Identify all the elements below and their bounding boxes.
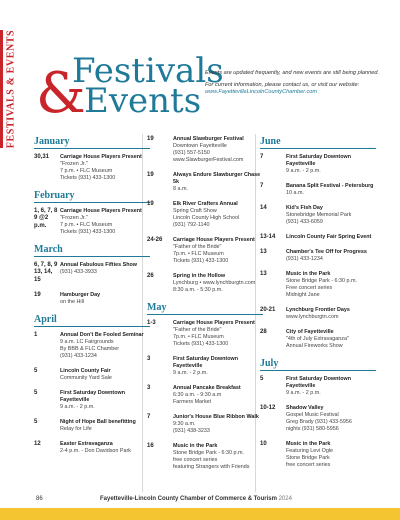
event-item xyxy=(147,136,263,164)
event-info: (931) 433-3933 xyxy=(60,269,97,275)
logo-ampersand: & xyxy=(36,61,86,126)
event-title: Music in the Park xyxy=(173,443,218,449)
event-info: Stone Bridge Park - 6:30 p.m. xyxy=(286,278,358,285)
event-info: 10 a.m. xyxy=(286,190,304,196)
event-title: Lincoln County Fair Spring Event xyxy=(286,234,372,240)
event-info: By BBB & FLC Chamber xyxy=(60,346,120,353)
event-date: 24-26 xyxy=(147,237,163,243)
intro-line-1: Events are updated frequently, and new events are still being planned. xyxy=(205,70,380,76)
event-date: 7 xyxy=(260,183,264,189)
event-info: Community Yard Sale xyxy=(60,375,112,382)
month-heading: January xyxy=(34,136,150,149)
event-date: 7 xyxy=(260,154,264,160)
event-info: 9 a.m. - 2 p.m. xyxy=(286,390,321,397)
event-title: First Saturday Downtown Fayetteville xyxy=(286,376,351,390)
event-date: 28 xyxy=(260,329,267,336)
event-details xyxy=(286,441,376,469)
month-heading: February xyxy=(34,190,150,203)
event-details xyxy=(173,356,263,377)
logo-word-festivals: Festivals xyxy=(72,51,224,91)
event-info: Tickets (931) 433-1300 xyxy=(173,341,229,347)
footer-text xyxy=(100,496,292,502)
event-details xyxy=(60,332,150,360)
event-item xyxy=(34,154,150,182)
event-details xyxy=(60,390,150,411)
event-date: 26 xyxy=(147,273,154,279)
event-title: Elk River Crafters Annual xyxy=(173,201,238,207)
event-details xyxy=(60,368,150,382)
event-info: Tickets (931) 433-1300 xyxy=(60,175,116,181)
event-date: 12 xyxy=(34,441,41,448)
event-title: Lincoln County Fair xyxy=(60,368,111,375)
event-date: 7 xyxy=(147,414,151,420)
event-info: www.SlawburgerFestival.com xyxy=(173,157,244,163)
event-item xyxy=(147,356,263,377)
event-date: 1 xyxy=(34,332,38,339)
event-title: Carriage House Players Present xyxy=(60,154,142,160)
event-details xyxy=(60,154,150,182)
event-details xyxy=(173,320,263,348)
event-title: Carriage House Players Present xyxy=(60,208,142,214)
event-title: Annual Fabulous Fifties Show xyxy=(60,262,137,268)
event-info: free concert series xyxy=(173,457,218,463)
event-title: Annual Pancake Breakfast xyxy=(173,385,241,391)
event-details xyxy=(60,292,150,306)
event-details xyxy=(173,414,263,435)
event-details xyxy=(286,271,376,299)
event-date: 1-3 xyxy=(147,320,156,326)
event-info: Stonebridge Memorial Park xyxy=(286,212,352,218)
event-date: 5 xyxy=(34,419,38,426)
event-info: Tickets (931) 433-1300 xyxy=(60,229,116,235)
event-date: 1, 6, 7, 8 9 @2 p.m. xyxy=(34,208,58,229)
event-date: 13-14 xyxy=(260,234,276,240)
month-heading: July xyxy=(260,358,376,371)
event-info: (931) 557-5150 xyxy=(173,150,210,156)
event-item xyxy=(34,262,150,284)
event-info: 2-4 p.m. - Don Davidson Park xyxy=(60,448,132,455)
event-info: (931) 792-1140 xyxy=(173,222,210,228)
event-item xyxy=(147,320,263,348)
event-date: 3 xyxy=(147,385,151,391)
event-info: "Father of the Bride" xyxy=(173,244,222,250)
event-details xyxy=(286,307,376,321)
month-heading: June xyxy=(260,136,376,149)
event-title: First Saturday Downtown Fayetteville xyxy=(60,390,125,404)
page-number: 86 xyxy=(36,496,43,502)
event-details xyxy=(173,443,263,471)
events-column-1 xyxy=(34,136,150,463)
event-date: 6, 7, 8, 9 13, 14, 15 xyxy=(34,262,58,283)
event-date: 19 xyxy=(34,292,41,299)
event-details xyxy=(286,329,376,350)
event-date: 5 xyxy=(260,376,264,383)
event-info: Annual Fireworks Show xyxy=(286,343,343,350)
event-item xyxy=(260,329,376,350)
event-info: 7p.m. • FLC Museum xyxy=(173,334,224,340)
event-title: First Saturday Downtown Fayetteville xyxy=(286,154,351,167)
event-info: 8 a.m. xyxy=(173,186,188,192)
event-title: Chamber's Tee Off for Progress xyxy=(286,249,367,256)
event-date: 10-12 xyxy=(260,405,276,412)
event-info: Featuring Levi Ogle xyxy=(286,448,334,455)
event-date: 14 xyxy=(260,205,267,211)
event-details xyxy=(60,419,150,433)
event-title: City of Fayetteville xyxy=(286,329,334,336)
event-details xyxy=(286,376,376,397)
event-item xyxy=(260,307,376,321)
event-info: Lynchburg • www.lynchburgtn.com xyxy=(173,280,256,286)
event-item xyxy=(34,292,150,306)
event-info: Gospel Music Festival xyxy=(286,412,339,419)
event-info: 7 p.m. • FLC Museum xyxy=(60,168,113,174)
event-info: 9:30 a.m. xyxy=(173,421,196,427)
event-item xyxy=(260,154,376,175)
event-title: Banana Split Festival - Petersburg xyxy=(286,183,374,189)
side-tab-label: FESTIVALS & EVENTS xyxy=(5,29,17,149)
event-info: Tickets (931) 433-1300 xyxy=(173,258,229,264)
event-date: 30,31 xyxy=(34,154,50,160)
event-details xyxy=(286,205,376,226)
event-item xyxy=(260,271,376,299)
event-item xyxy=(34,441,150,455)
event-title: First Saturday Downtown Fayetteville xyxy=(173,356,238,369)
event-info: 9 a.m. LC Fairgrounds xyxy=(60,339,114,346)
event-date: 13 xyxy=(260,271,267,278)
event-date: 10 xyxy=(260,441,267,448)
event-item xyxy=(260,441,376,469)
event-item xyxy=(260,376,376,397)
event-details xyxy=(286,154,376,175)
event-item xyxy=(147,443,263,471)
event-info: "4th of July Extravaganza" xyxy=(286,336,349,343)
event-details xyxy=(173,172,263,193)
month-heading: May xyxy=(147,302,263,315)
footer-stripe xyxy=(0,508,400,520)
event-title: Carriage House Players Present xyxy=(173,320,255,326)
event-details xyxy=(286,234,376,241)
event-details xyxy=(173,136,263,164)
event-date: 5 xyxy=(34,390,38,397)
event-title: Always Endure Slawburger Chase 5k xyxy=(173,172,261,185)
event-item xyxy=(147,385,263,406)
event-info: 9 a.m. - 2 p.m. xyxy=(173,370,208,376)
website-link[interactable]: www.FayettevilleLincolnCountyChamber.com xyxy=(205,89,318,95)
event-info: (931) 433-1234 xyxy=(286,256,323,263)
festivals-events-logo xyxy=(36,51,224,126)
event-details xyxy=(60,208,150,236)
event-item xyxy=(260,234,376,241)
event-date: 19 xyxy=(147,201,154,207)
event-info: Midnight Jane xyxy=(286,292,320,299)
event-details xyxy=(60,262,150,284)
event-info: 9 a.m. - 2 p.m. xyxy=(286,168,321,174)
event-info: 8:30 a.m. - 5:30 p.m. xyxy=(173,287,223,293)
event-info: (931) 433-6059 xyxy=(286,219,323,225)
month-heading: April xyxy=(34,314,150,327)
event-details xyxy=(173,385,263,406)
event-info: Stone Bridge Park xyxy=(286,455,330,462)
event-title: Spring in the Hollow xyxy=(173,273,226,279)
event-info: (931) 433-1234 xyxy=(60,353,97,360)
event-info: www.lynchburgtn.com xyxy=(286,314,339,321)
event-info: Farmers Market xyxy=(173,399,212,405)
event-title: Easter Extravaganza xyxy=(60,441,113,448)
event-info: 9 a.m. - 2 p.m. xyxy=(60,404,95,411)
event-item xyxy=(147,273,263,294)
event-details xyxy=(173,237,263,265)
event-details xyxy=(173,273,263,294)
events-column-2 xyxy=(147,136,263,479)
event-item xyxy=(147,414,263,435)
event-title: Music in the Park xyxy=(286,441,331,448)
intro-text xyxy=(205,70,390,101)
event-info: Lincoln County High School xyxy=(173,215,240,221)
event-item xyxy=(260,205,376,226)
event-info: Relay for Life xyxy=(60,426,92,433)
event-date: 16 xyxy=(147,443,154,449)
event-info: (931) 438-3233 xyxy=(173,428,210,434)
event-info: featuring Strangers with Friends xyxy=(173,464,250,470)
event-item xyxy=(260,249,376,263)
event-info: "Father of the Bride" xyxy=(173,327,222,333)
event-title: Shadow Valley xyxy=(286,405,324,412)
event-info: Spring Craft Show xyxy=(173,208,217,214)
event-info: free concert series xyxy=(286,462,331,469)
event-item xyxy=(34,368,150,382)
event-title: Night of Hope Ball benefitting xyxy=(60,419,136,426)
event-info: Free concert series xyxy=(286,285,333,292)
event-title: Annual Slawburger Festival xyxy=(173,136,244,142)
event-details xyxy=(286,249,376,263)
event-title: Kid's Fish Day xyxy=(286,205,323,211)
event-date: 19 xyxy=(147,136,154,142)
intro-line-2: For current information, please contact us, or visit our website: xyxy=(205,82,360,88)
event-info: Greg Brady (931) 433-5956 xyxy=(286,419,352,426)
event-item xyxy=(34,390,150,411)
event-info: nights (931) 580-5956 xyxy=(286,426,339,433)
event-item xyxy=(260,183,376,197)
event-details xyxy=(286,183,376,197)
event-info: 6:30 a.m. - 9:30 a.m xyxy=(173,392,222,398)
side-tab-bar xyxy=(0,30,3,148)
event-date: 20-21 xyxy=(260,307,276,314)
event-info: "Frozen Jr." xyxy=(60,215,88,221)
event-info: 7 p.m. • FLC Museum xyxy=(60,222,113,228)
month-heading: March xyxy=(34,244,150,257)
event-title: Junior's House Blue Ribbon Walk xyxy=(173,414,259,420)
event-title: Lynchburg Frontier Days xyxy=(286,307,350,314)
event-item xyxy=(147,172,263,193)
event-date: 19 xyxy=(147,172,154,178)
event-title: Hamburger Day xyxy=(60,292,101,299)
event-details xyxy=(173,201,263,229)
event-item xyxy=(34,208,150,236)
event-item xyxy=(34,332,150,360)
logo-word-events: Events xyxy=(84,81,202,121)
event-title: Carriage House Players Present xyxy=(173,237,255,243)
event-info: on the Hill xyxy=(60,299,84,306)
event-details xyxy=(286,405,376,433)
event-item xyxy=(34,419,150,433)
event-date: 13 xyxy=(260,249,267,256)
event-item xyxy=(147,201,263,229)
event-item xyxy=(147,237,263,265)
event-info: "Frozen Jr." xyxy=(60,161,88,167)
event-info: Stone Bridge Park - 6:30 p.m. xyxy=(173,450,245,456)
event-details xyxy=(60,441,150,455)
footer-publisher: Fayetteville-Lincoln County Chamber of Commerce & Tourism xyxy=(100,496,277,502)
side-tab xyxy=(0,0,22,150)
event-info: 7p.m. • FLC Museum xyxy=(173,251,224,257)
event-date: 5 xyxy=(34,368,38,375)
event-item xyxy=(260,405,376,433)
event-date: 3 xyxy=(147,356,151,362)
page-footer xyxy=(0,488,400,520)
event-title: Music in the Park xyxy=(286,271,331,278)
event-info: Downtown Fayetteville xyxy=(173,143,227,149)
events-column-3 xyxy=(260,136,376,477)
event-title: Annual Don't Be Fooled Seminar xyxy=(60,332,144,339)
footer-year: 2024 xyxy=(278,496,292,502)
